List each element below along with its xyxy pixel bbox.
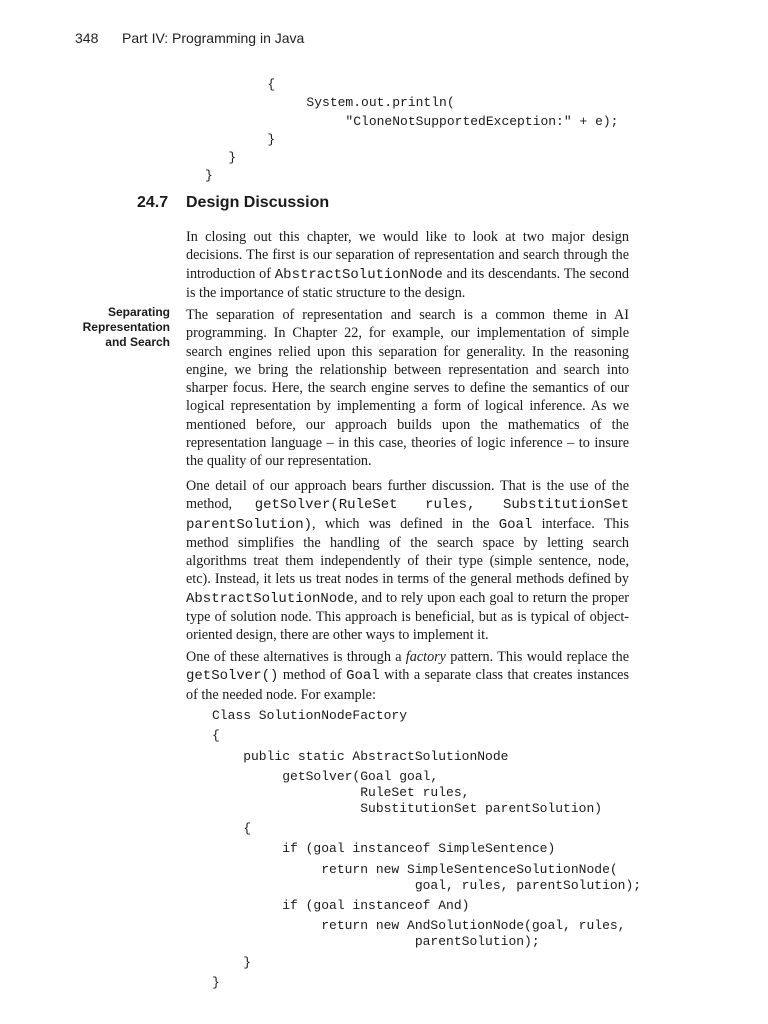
text: , and to rely upon each goal to return the proper type of solution node. This approach is beneficial, but as is typical of object-oriented design, there are other ways to implement it. [186,589,629,644]
code-line: return new SimpleSentenceSolutionNode( [212,861,618,877]
code-line: RuleSet rules, [212,784,470,800]
paragraph-getsolver [186,477,629,645]
page-number: 348 [75,30,99,46]
emphasis: factory [405,649,446,665]
inline-code: getSolver(RuleSet rules, SubstitutionSet parentSolution) [186,497,629,533]
margin-note-line: and Search [105,335,170,349]
text: In closing out this chapter, we would like to look at two major design decisions. The first is our separation of representation and search through the introduction of [186,229,629,282]
code-line: "CloneNotSupportedException:" + e); [205,113,619,129]
text: and its descendants. The second is the importance of static structure to the design. [186,265,630,301]
text: interface. This method simplifies the handling of the search space by letting search algorithms treat them independently of their type (simple sentence, node, etc). Instead, it lets us treat nodes in terms of the general methods defined by [186,515,629,588]
code-line: public static AbstractSolutionNode [212,748,509,764]
inline-code: AbstractSolutionNode [186,590,355,607]
margin-note-line: Separating [107,305,170,319]
margin-note [60,305,170,350]
code-line: { [212,728,220,744]
inline-code: Goal [498,516,533,533]
running-title: Part IV: Programming in Java [122,30,305,46]
code-line: goal, rules, parentSolution); [212,877,642,893]
code-line: } [212,954,252,970]
code-line: return new AndSolutionNode(goal, rules, [212,918,626,934]
page-header [75,30,304,46]
paragraph-intro [186,228,629,302]
code-line: { [205,77,276,92]
code-line: getSolver(Goal goal, [212,768,439,784]
section-title: Design Discussion [186,194,330,211]
inline-code: AbstractSolutionNode [274,266,443,283]
text: with a separate class that creates instances of the needed node. For example: [186,667,629,703]
code-line: { [212,821,252,837]
text: method of [278,667,347,684]
margin-note-line: Representation [82,320,170,334]
text: One detail of our approach bears further discussion. That is the use of the method, [186,478,629,513]
code-listing-top [205,76,618,186]
code-line: } [212,974,220,990]
inline-code: getSolver() [186,668,279,685]
paragraph-factory [186,648,629,704]
code-listing-factory [212,708,641,995]
inline-code: Goal [346,668,380,685]
code-line: } [205,131,276,147]
section-number: 24.7 [137,194,169,211]
text: One of these alternatives is through a [186,649,406,665]
paragraph-separation: The separation of representation and search is a common theme in AI programming. In Chapter 22, for example, our implementation of simple search engines relied upon this separation for generality. In the reasoning engine, we bring the relationship between representation and search into sharper focus. Here, the search engine serves to define the semantics of our logical representation by implementing a form of logical inference. As we mentioned before, our approach builds upon the mathematics of the representation language – in this case, theories of logic inference – to insure the quality of our representation. [186,307,629,470]
code-line: parentSolution); [212,934,540,950]
code-line: } [205,150,237,166]
code-line: Class SolutionNodeFactory [212,708,408,723]
code-line: if (goal instanceof SimpleSentence) [212,841,556,857]
code-line: if (goal instanceof And) [212,898,470,914]
code-line: } [205,168,213,184]
code-line: System.out.println( [205,95,455,111]
code-line: SubstitutionSet parentSolution) [212,800,603,816]
text: , which was defined in the [312,515,499,532]
text: pattern. This would replace the [445,649,629,665]
